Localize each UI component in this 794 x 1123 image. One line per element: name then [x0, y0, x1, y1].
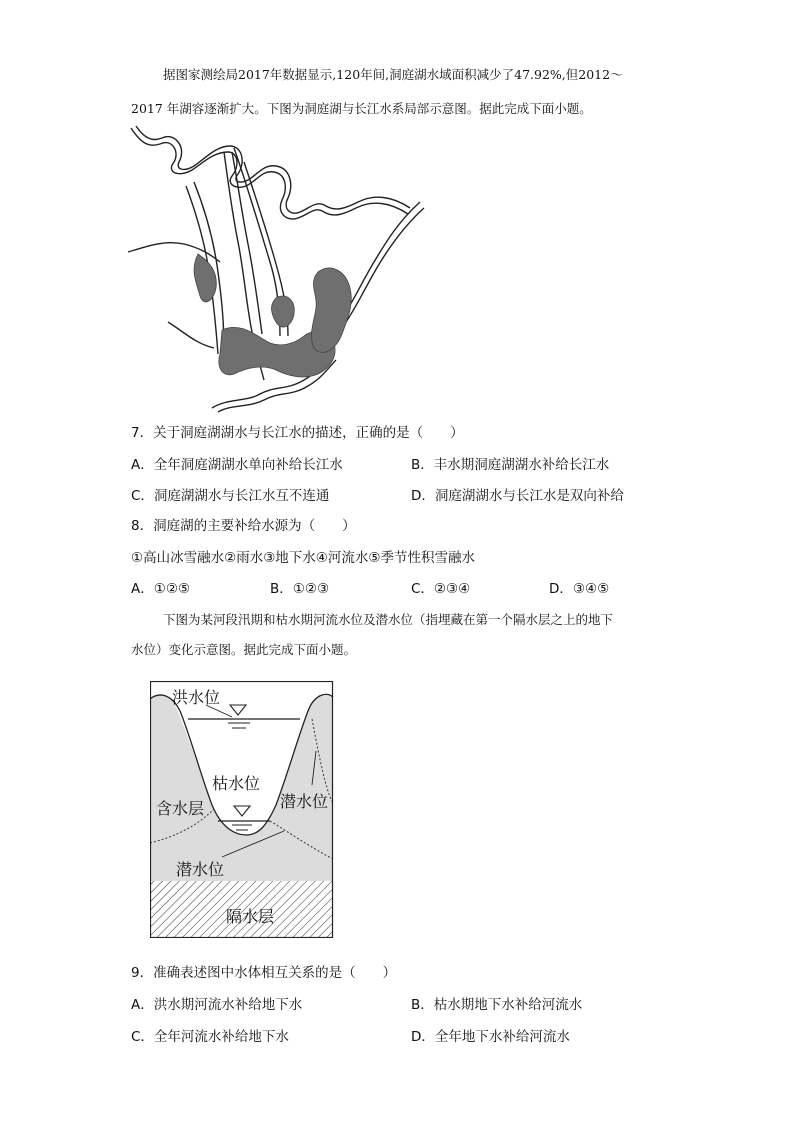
- q9-option-c[interactable]: C．全年河流水补给地下水: [131, 1029, 289, 1045]
- phreatic-level-label-right: 潜水位: [280, 792, 329, 811]
- lake-east-dongting: [311, 268, 351, 352]
- q7-option-c[interactable]: C．洞庭湖湖水与长江水互不连通: [131, 488, 330, 504]
- q9-option-b[interactable]: B．枯水期地下水补给河流水: [411, 997, 583, 1013]
- river-west-branch: [128, 243, 220, 262]
- intro-2-line-1: 下图为某河段汛期和枯水期河流水位及潜水位（指埋藏在第一个隔水层之上的地下: [163, 612, 614, 627]
- question-9-stem: 9．准确表述图中水体相互关系的是（ ）: [131, 965, 397, 981]
- intro-1-line-2: 2017 年湖容逐渐扩大。下图为洞庭湖与长江水系局部示意图。据此完成下面小题。: [131, 101, 592, 116]
- q8-option-a[interactable]: A．①②⑤: [131, 581, 191, 597]
- question-8-stem: 8．洞庭湖的主要补给水源为（ ）: [131, 518, 356, 534]
- intro-2-line-2: 水位）变化示意图。据此完成下面小题。: [131, 642, 357, 657]
- q8-option-b[interactable]: B．①②③: [270, 581, 330, 597]
- yangtze-river-north-bank: [131, 128, 408, 219]
- yangtze-river-south-bank: [136, 126, 410, 213]
- aquifer-label: 含水层: [156, 799, 205, 818]
- q7-option-b[interactable]: B．丰水期洞庭湖湖水补给长江水: [411, 457, 610, 473]
- q9-option-a[interactable]: A．洪水期河流水补给地下水: [131, 997, 303, 1013]
- river-northeast-2: [346, 208, 424, 322]
- question-8-choices: ①高山冰雪融水②雨水③地下水④河流水⑤季节性积雪融水: [131, 550, 476, 566]
- river-central-2: [232, 152, 262, 334]
- river-water-level-diagram: [150, 681, 334, 938]
- lake-small-central: [272, 296, 295, 327]
- q8-option-d[interactable]: D．③④⑤: [549, 581, 610, 597]
- dongting-lake-map: [128, 122, 428, 414]
- phreatic-level-label-bottom: 潜水位: [176, 860, 225, 879]
- question-7-stem: 7．关于洞庭湖湖水与长江水的描述，正确的是（ ）: [131, 425, 464, 441]
- river-sw: [168, 322, 214, 348]
- q8-option-c[interactable]: C．②③④: [411, 581, 471, 597]
- q7-option-d[interactable]: D．洞庭湖湖水与长江水是双向补给: [411, 488, 624, 504]
- dry-level-label: 枯水位: [212, 774, 261, 793]
- q9-option-d[interactable]: D．全年地下水补给河流水: [411, 1029, 570, 1045]
- aquiclude-label: 隔水层: [226, 907, 275, 926]
- flood-level-label: 洪水位: [172, 688, 221, 707]
- intro-1-line-1: 据图家测绘局2017年数据显示,120年间,洞庭湖水域面积减少了47.92%,但2012～: [163, 67, 623, 82]
- lake-west-dongting: [194, 254, 216, 302]
- q7-option-a[interactable]: A．全年洞庭湖湖水单向补给长江水: [131, 457, 343, 473]
